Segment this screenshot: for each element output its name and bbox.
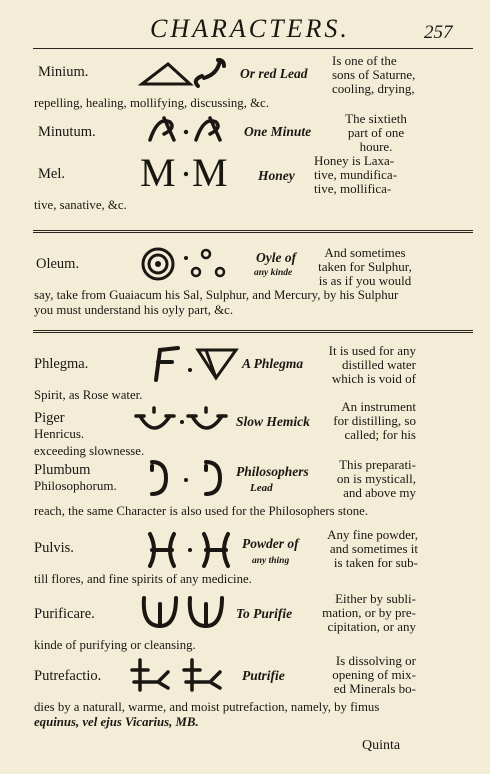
entry-english-plumbum: Philosophers	[236, 464, 309, 479]
entry-english-phlegma: A Phlegma	[242, 356, 304, 371]
purificare-symbol	[138, 594, 234, 634]
entry-latin-piger: Piger	[34, 410, 65, 426]
entry-desc-minium: Is one of the sons of Saturne, cooling, drying,	[332, 53, 416, 96]
minutum-symbol	[146, 110, 236, 150]
entry-desc-phlegma: It is used for any distilled water which is void of	[328, 343, 416, 386]
putrefactio-symbol	[130, 656, 240, 696]
entry-english-putrefactio: Putrifie	[242, 668, 285, 683]
plumbum-symbol	[146, 456, 236, 500]
entry-latin2-plumbum: Philosophorum.	[34, 478, 117, 493]
entry-continuation-mel: tive, sanative, &c.	[34, 198, 127, 212]
entry-continuation-pulvis: till flores, and fine spirits of any medicine.	[34, 572, 252, 586]
entry-continuation-minium: repelling, healing, mollifying, discussing, &c.	[34, 96, 269, 110]
header-rule	[33, 48, 473, 49]
entry-continuation-plumbum: reach, the same Character is also used for the Philosophers stone.	[34, 504, 369, 518]
entry-english-sub-pulvis: any thing	[252, 556, 290, 566]
entry-desc-purificare: Either by subli- mation, or by pre- cipitation, or any	[322, 591, 416, 634]
entry-latin2-piger: Henricus.	[34, 426, 85, 441]
entry-english-minutum: One Minute	[244, 124, 312, 139]
entry-english-piger: Slow Hemick	[236, 414, 310, 429]
entry-english-oleum: Oyle of	[256, 250, 297, 265]
page-number: 257	[424, 22, 453, 43]
entry-continuation-oleum-1: say, take from Guaiacum his Sal, Sulphur, and Mercury, by his Sulphur	[34, 288, 399, 302]
mel-symbol	[140, 150, 240, 195]
entry-desc-pulvis: Any fine powder, and sometimes it is taken for sub-	[327, 527, 418, 570]
section-rule-1	[33, 230, 473, 233]
entry-english-mel: Honey	[258, 168, 295, 183]
phlegma-symbol	[146, 344, 246, 384]
svg-text:M: M	[140, 150, 176, 195]
entry-latin-oleum: Oleum.	[36, 256, 80, 272]
entry-continuation-putrefactio-2: equinus, vel ejus Vicarius, MB.	[34, 715, 199, 729]
entry-english-purificare: To Purifie	[236, 606, 293, 621]
piger-symbol	[134, 404, 236, 440]
entry-english-sub-oleum: any kinde	[254, 268, 293, 278]
entry-english-minium: Or red Lead	[240, 66, 308, 81]
svg-text:M: M	[192, 150, 228, 195]
entry-desc-plumbum: This preparati- on is mysticall, and above my	[336, 457, 416, 500]
section-rule-2	[33, 330, 473, 333]
entry-continuation-phlegma: Spirit, as Rose water.	[34, 388, 143, 402]
oleum-symbol	[140, 244, 240, 284]
entry-desc-putrefactio: Is dissolving or opening of mix- ed Minerals bo-	[332, 653, 416, 696]
minium-symbol	[138, 56, 238, 92]
entry-desc-piger: An instrument for distilling, so called; for his	[333, 399, 416, 442]
entry-latin-minutum: Minutum.	[38, 124, 96, 140]
entry-continuation-putrefactio-1: dies by a naturall, warme, and moist putrefaction, namely, by fimus	[34, 700, 380, 714]
entry-english-pulvis: Powder of	[242, 536, 299, 551]
entry-english-sub-plumbum: Lead	[250, 482, 273, 494]
entry-continuation-oleum-2: you must understand his oyly part, &c.	[34, 303, 234, 317]
entry-latin-phlegma: Phlegma.	[34, 356, 89, 372]
entry-latin-purificare: Purificare.	[34, 606, 95, 622]
page-title: CHARACTERS.	[150, 14, 350, 43]
entry-desc-minutum: The sixtieth part of one houre.	[345, 111, 407, 154]
entry-latin-minium: Minium.	[38, 64, 89, 80]
entry-continuation-piger: exceeding slownesse.	[34, 444, 145, 458]
entry-latin-mel: Mel.	[38, 166, 65, 182]
entry-continuation-purificare: kinde of purifying or cleansing.	[34, 638, 196, 652]
entry-latin-putrefactio: Putrefactio.	[34, 668, 102, 684]
entry-desc-oleum: And sometimes taken for Sulphur, is as if you would	[318, 245, 412, 288]
catchword: Quinta	[362, 738, 401, 753]
entry-desc-mel: Honey is Laxa- tive, mundifica- tive, mollifica-	[314, 153, 398, 196]
entry-latin-pulvis: Pulvis.	[34, 540, 74, 556]
pulvis-symbol	[146, 530, 236, 570]
entry-latin-plumbum: Plumbum	[34, 462, 91, 478]
